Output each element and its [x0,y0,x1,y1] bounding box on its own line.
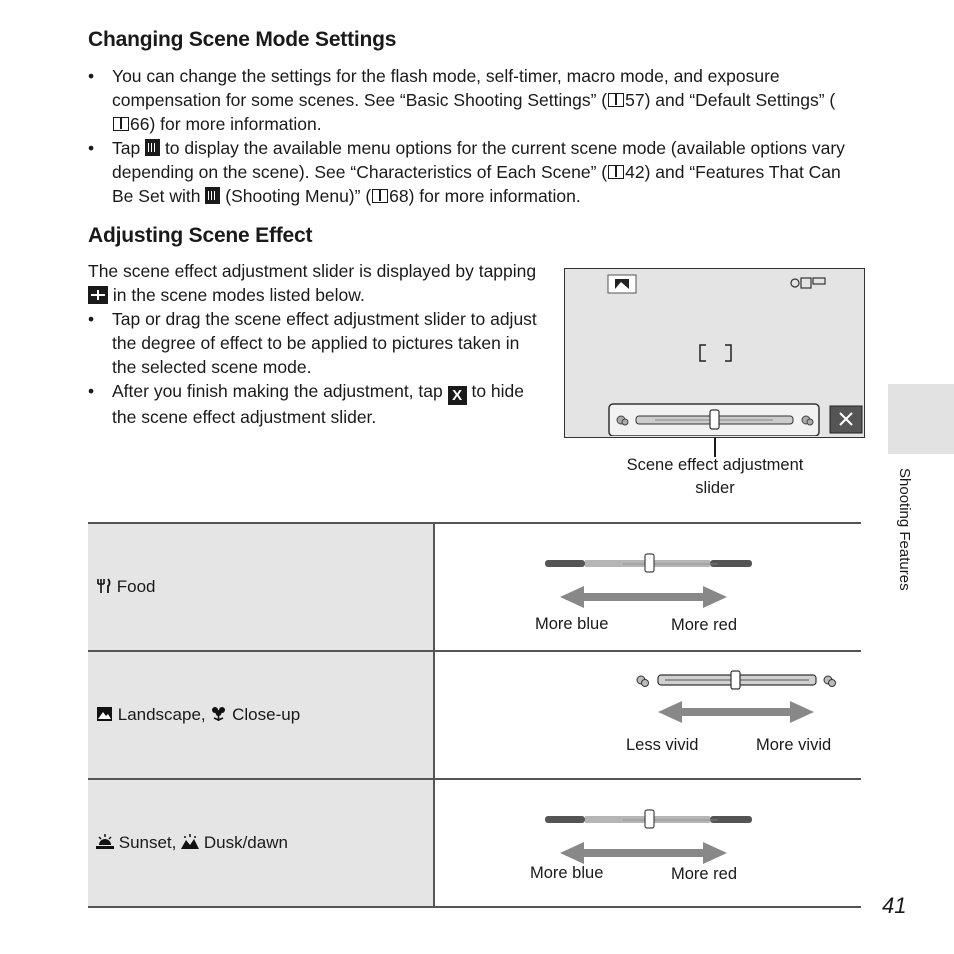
scene-label: Landscape, Close-up [96,705,300,725]
svg-text:Shooting Features: Shooting Features [896,468,913,591]
book-icon [608,93,624,107]
scale-right-label: More red [671,865,738,883]
scene-cell [88,780,435,906]
close-up-flower-icon [210,706,227,722]
fork-knife-icon [96,578,112,594]
scale-right-label: More vivid [756,736,832,754]
double-arrow [560,842,727,864]
book-icon [113,117,129,131]
section-tab [888,384,954,454]
effect-scale [528,790,858,900]
scene-effect-list [88,307,538,429]
scene-label: Sunset, Dusk/dawn [96,833,288,853]
scene-label: Food [96,577,155,597]
list-item: • After you finish making the adjustment, tap X to hide the scene effect adjustment slider. [88,379,538,429]
section-side-label [895,468,919,628]
scene-effect-intro: The scene effect adjustment slider is displayed by tapping in the scene modes listed below. [88,261,537,305]
effect-scale [528,534,858,644]
focus-area-brackets [700,345,731,361]
list-item: • Tap to display the available menu options for the current scene mode (available options vary depending on the scene). See “Characteristics of Each Scene” ( 42) and “Features That Can Be Set with (Shooting Menu)” ( 68) for more information. [88,136,848,208]
book-icon [372,189,388,203]
camera-screen-illustration [564,268,865,438]
slider-segment-red [710,816,752,823]
scale-left-label: Less vivid [626,736,699,754]
sunset-icon [96,834,114,850]
slider-handle [731,671,740,689]
status-icons [791,278,825,288]
table-row-sunset [88,778,861,906]
scale-left-label: More blue [530,864,604,882]
menu-icon [205,187,220,204]
table-row-landscape [88,650,861,778]
less-vivid-icon [637,676,649,687]
table-row-food [88,522,861,650]
close-icon: X [448,386,467,405]
section-heading-scene-mode-settings: Changing Scene Mode Settings [88,28,397,51]
scene-effect-control-icon [88,286,108,304]
dusk-dawn-icon [181,834,199,850]
more-vivid-icon [824,676,836,687]
callout-label: Scene effect adjustment slider [626,456,804,497]
page-number: 41 [882,893,907,918]
effect-scale [528,662,858,772]
scene-cell [88,652,435,778]
scene-mode-settings-list [88,64,848,208]
menu-icon [145,139,160,156]
slider-segment-blue [545,816,585,823]
scene-cell [88,524,435,650]
scale-right-label: More red [671,616,738,634]
double-arrow [560,586,727,608]
slider-handle [710,410,719,429]
table-bottom-rule [88,906,861,908]
landscape-icon [608,275,636,293]
scale-left-label: More blue [535,615,609,633]
list-item: • You can change the settings for the flash mode, self-timer, macro mode, and exposure compensation for some scenes. See “Basic Shooting Settings” ( 57) and “Default Settings” (66) for more information. [88,64,848,136]
landscape-icon [96,706,113,722]
camera-screen-graphic [565,269,863,436]
slider-handle [645,554,654,572]
slider-segment-blue [545,560,585,567]
section-heading-adjusting-scene-effect: Adjusting Scene Effect [88,224,313,247]
slider-handle [645,810,654,828]
double-arrow [658,701,814,723]
slider-segment-red [710,560,752,567]
list-item: • Tap or drag the scene effect adjustment slider to adjust the degree of effect to be applied to pictures taken in the selected scene mode. [88,307,538,379]
book-icon [608,165,624,179]
